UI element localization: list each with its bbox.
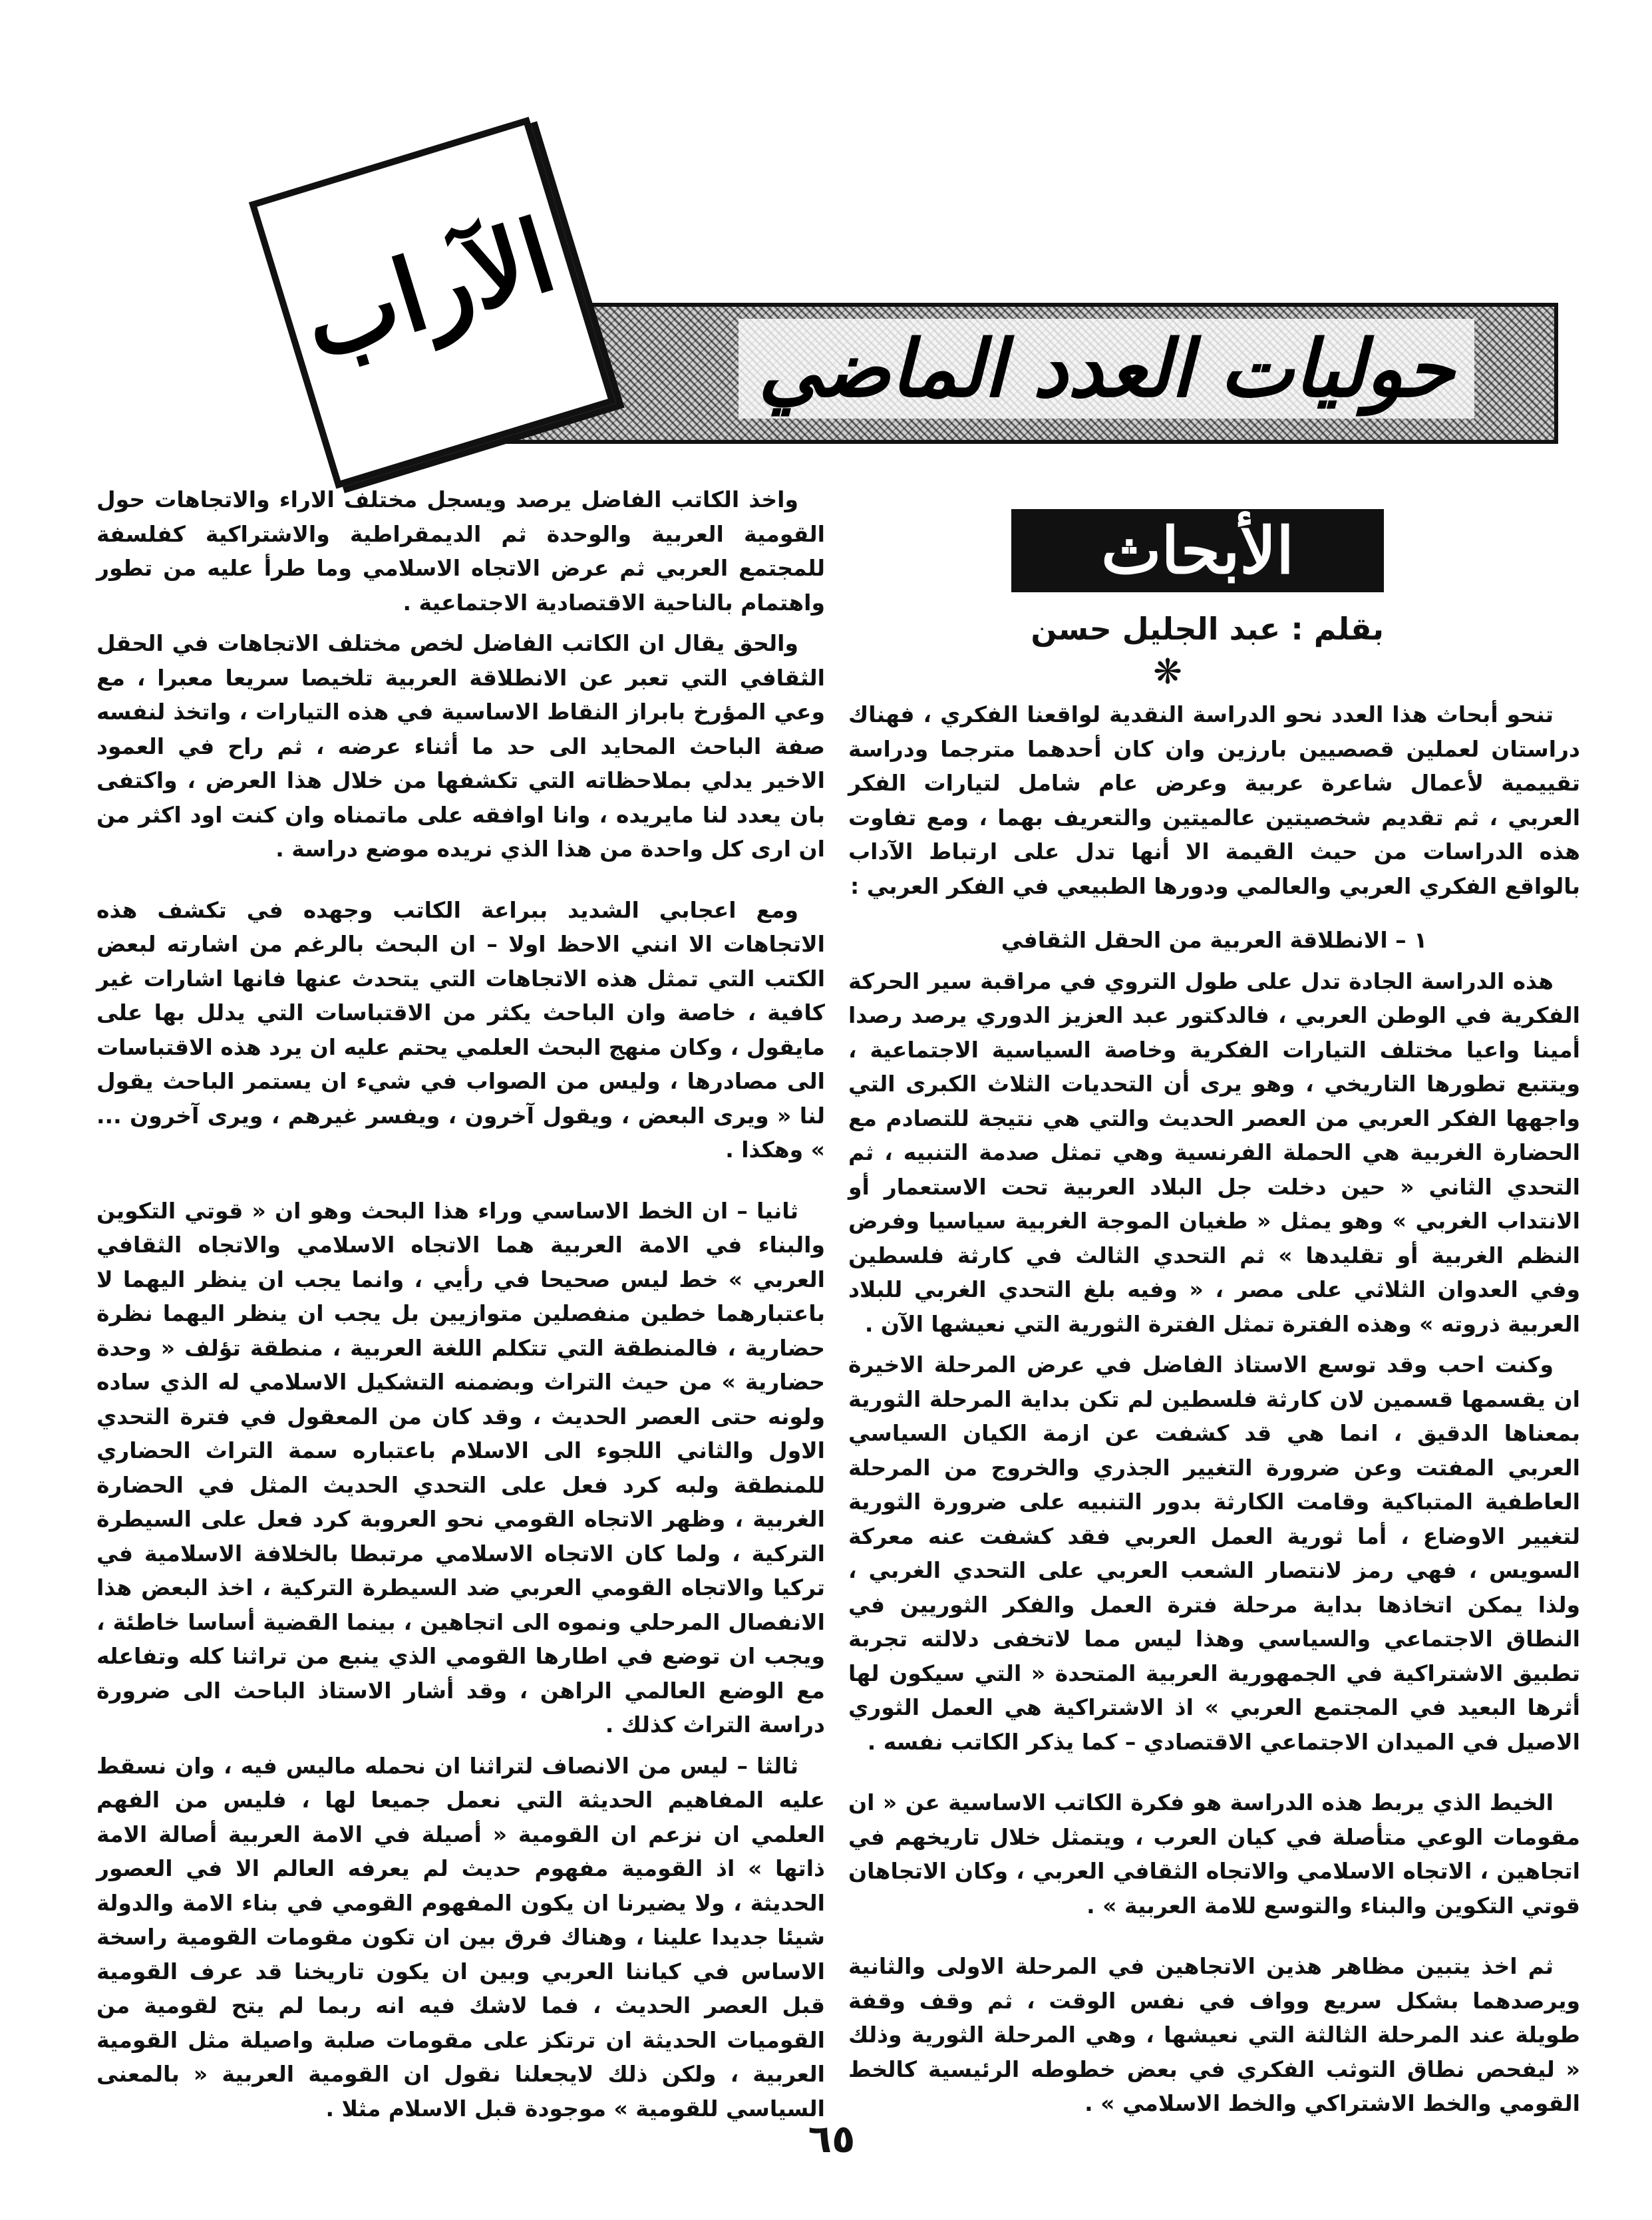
section-title: الأبحاث xyxy=(1011,509,1384,592)
page-number: ٦٥ xyxy=(808,2116,856,2161)
banner-title: حوليات العدد الماضي xyxy=(739,319,1474,419)
paragraph: ثالثا – ليس من الانصاف لتراثنا ان نحمله ماليس فيه ، وان نسقط عليه المفاهيم الحديثة التي نعمل جميعا لها ، فليس من الفهم العلمي ان نزعم ان القومية « أصيلة في الامة العربية أصالة الامة ذاتها » اذ القومية مفهوم حديث لم يعرفه العالم الا في العصور الحديثة ، ولا يضيرنا ان يكون المفهوم القومي في بناء الامة والدولة شيئا جديدا علينا ، وهناك فرق بين ان تكون مقومات القومية راسخة الاساس في كياننا العربي وبين ان يكون تاريخنا قد عرف القومية قبل العصر الحديث ، فما لاشك فيه انه ربما لم يتح لقومية من القوميات الحديثة ان ترتكز على مقومات صلبة واصيلة مثل القومية العربية ، ولكن ذلك لايجعلنا نقول ان القومية العربية « بالمعنى السياسي للقومية » موجودة قبل الاسلام مثلا . xyxy=(96,1752,825,2122)
right-column xyxy=(848,697,1580,2121)
paragraph: هذه الدراسة الجادة تدل على طول التروي في مراقبة سير الحركة الفكرية في الوطن العربي ، فالدكتور عبد العزيز الدوري يرصد رصدا أمينا واعيا مختلف التيارات الفكرية وخاصة السياسية الاجتماعية ، ويتتبع تطورها التاريخي ، وهو يرى أن التحديات الثلاث الكبرى التي واجهها الفكر العربي من العصر الحديث والتي هي نتيجة للتصادم مع الحضارة الغربية هي الحملة الفرنسية وهي تمثل صدمة التنبيه ، ثم التحدي الثاني « حين دخلت جل البلاد العربية تحت الاستعمار أو الانتداب الغربي » وهو يمثل « طغيان الموجة الغربية سياسيا وفرض النظم الغربية أو تقليدها » ثم التحدي الثالث في كارثة فلسطين وفي العدوان الثلاثي على مصر ، « وفيه بلغ التحدي الغربي للبلاد العربية ذروته » وهذه الفترة تمثل الفترة الثورية التي نعيشها الآن . xyxy=(848,968,1580,1337)
left-column xyxy=(96,482,825,2126)
paragraph: والحق يقال ان الكاتب الفاضل لخص مختلف الاتجاهات في الحقل الثقافي التي تعبر عن الانطلاقة العربية تلخيصا سريعا معبرا ، مع وعي المؤرخ بابراز النقاط الاساسية في هذه التيارات ، واتخذ لنفسه صفة الباحث المحايد الى حد ما أثناء عرضه ، ثم راح في العمود الاخير يدلي بملاحظاته التي تكشفها من خلال هذا العرض ، واكتفى بان يعدد لنا مايريده ، وانا اوافقه على ماتمناه وان كنت اود اكثر من ان ارى كل واحدة من هذا الذي نريده موضع دراسة . xyxy=(96,630,825,862)
paragraph: ثانيا – ان الخط الاساسي وراء هذا البحث وهو ان « قوتي التكوين والبناء في الامة العربية هما الاتجاه الاسلامي والاتجاه الثقافي العربي » خط ليس صحيحا في رأيي ، وانما يجب ان ينظر اليهما لا باعتبارهما خطين منفصلين متوازيين بل يجب ان ينظر اليهما نظرة حضارية ، فالمنطقة التي تتكلم اللغة العربية ، منطقة تؤلف « وحدة حضارية » من حيث التراث وبضمنه التشكيل الاسلامي له الذي ساده ولونه حتى العصر الحديث ، وقد كان من المعقول في فترة التحدي الاول والثاني اللجوء الى الاسلام باعتباره سمة التراث الحضاري للمنطقة ولبه كرد فعل على التحدي الحديث المثل في الحضارة الغربية ، وظهر الاتجاه القومي نحو العروبة كرد فعل على السيطرة التركية ، ولما كان الاتجاه الاسلامي مرتبطا بالخلافة الاسلامية في تركيا والاتجاه القومي العربي ضد السيطرة التركية ، اخذ البعض هذا الانفصال المرحلي ونموه الى اتجاهين ، بينما القضية أساسا خاطئة ، ويجب ان توضع في اطارها القومي الذي ينبع من تراثنا كله وتفاعله مع الوضع العالمي الراهن ، وقد أشار الاستاذ الباحث الى ضرورة دراسة التراث كذلك . xyxy=(96,1197,825,1738)
asterisk-ornament: ❋ xyxy=(1153,652,1182,692)
paragraph: الخيط الذي يربط هذه الدراسة هو فكرة الكاتب الاساسية عن « ان مقومات الوعي متأصلة في كيان العرب ، ويتمثل خلال تاريخهم في اتجاهين ، الاتجاه الاسلامي والاتجاه الثقافي العربي ، وكان الاتجاهان قوتي التكوين والبناء والتوسع للامة العربية » . xyxy=(848,1789,1580,1919)
subheading: ١ – الانطلاقة العربية من الحقل الثقافي xyxy=(1001,927,1428,953)
paragraph: واخذ الكاتب الفاضل يرصد ويسجل مختلف الاراء والاتجاهات حول القومية العربية والوحدة ثم الديمقراطية والاشتراكية كفلسفة للمجتمع العربي ثم عرض الاتجاه الاسلامي وما طرأ عليه من تطور واهتمام بالناحية الاقتصادية الاجتماعية . xyxy=(96,486,825,616)
paragraph: تنحو أبحاث هذا العدد نحو الدراسة النقدية لواقعنا الفكري ، فهناك دراستان لعملين قصصيين بارزين وان كان أحدهما مترجما ودراسة تقييمية لأعمال شاعرة عربية وعرض عام شامل لتيارات الفكر العربي ، ثم تقديم شخصيتين عالميتين والتعريف بهما ، ومع تفاوت هذه الدراسات من حيث القيمة الا أنها تدل على ارتباط الآداب بالواقع الفكري العربي والعالمي ودورها الطبيعي في الفكر العربي : xyxy=(848,701,1580,899)
paragraph: ومع اعجابي الشديد ببراعة الكاتب وجهده في تكشف هذه الاتجاهات الا انني الاحظ اولا – ان البحث بالرغم من اشارته لبعض الكتب التي تمثل هذه الاتجاهات التي يتحدث عنها فانها اشارات غير كافية ، خاصة وان الباحث يكثر من الاقتباسات التي يدلل بها على مايقول ، وكان منهج البحث العلمي يحتم عليه ان يرد هذه الاقتباسات الى مصادرها ، وليس من الصواب في شيء ان يستمر الباحث يقول لنا « ويرى البعض ، ويقول آخرون ، ويفسر غيرهم ، ويرى آخرون ... » وهكذا . xyxy=(96,896,825,1163)
paragraph: وكنت احب وقد توسع الاستاذ الفاضل في عرض المرحلة الاخيرة ان يقسمها قسمين لان كارثة فلسطين لم تكن بداية المرحلة الثورية بمعناها الدقيق ، انما هي قد كشفت عن ازمة الكيان السياسي العربي المفتت وعن ضرورة التغيير الجذري والخروج من المرحلة العاطفية المتباكية وقامت الكارثة بدور التنبيه على ضرورة الثورية لتغيير الاوضاع ، أما ثورية العمل العربي فقد كشفت عنه معركة السويس ، فهي رمز لانتصار الشعب العربي على التحدي الغربي ، ولذا يمكن اتخاذها بداية مرحلة فترة العمل والفكر الثوريين في النطاق الاجتماعي والسياسي وهذا ليس مما لاتخفى دلالته تجربة تطبيق الاشتراكية في الجمهورية العربية المتحدة « التي سيكون لها أثرها البعيد في المجتمع العربي » اذ الاشتراكية هي العمل الثوري الاصيل في الميدان الاجتماعي الاقتصادي – كما يذكر الكاتب نفسه . xyxy=(848,1352,1580,1755)
logo-text: الآراب xyxy=(289,196,568,383)
paragraph: ثم اخذ يتبين مظاهر هذين الاتجاهين في المرحلة الاولى والثانية ويرصدهما بشكل سريع وواف في نفس الوقت ، ثم وقف وقفة طويلة عند المرحلة الثالثة التي نعيشها ، وهي المرحلة الثورية وذلك « ليفحص نطاق التوثب الفكري في بعض خطوطه الرئيسية كالخط القومي والخط الاشتراكي والخط الاسلامي » . xyxy=(848,1953,1580,2116)
byline: بقلم : عبد الجليل حسن xyxy=(1031,611,1384,647)
